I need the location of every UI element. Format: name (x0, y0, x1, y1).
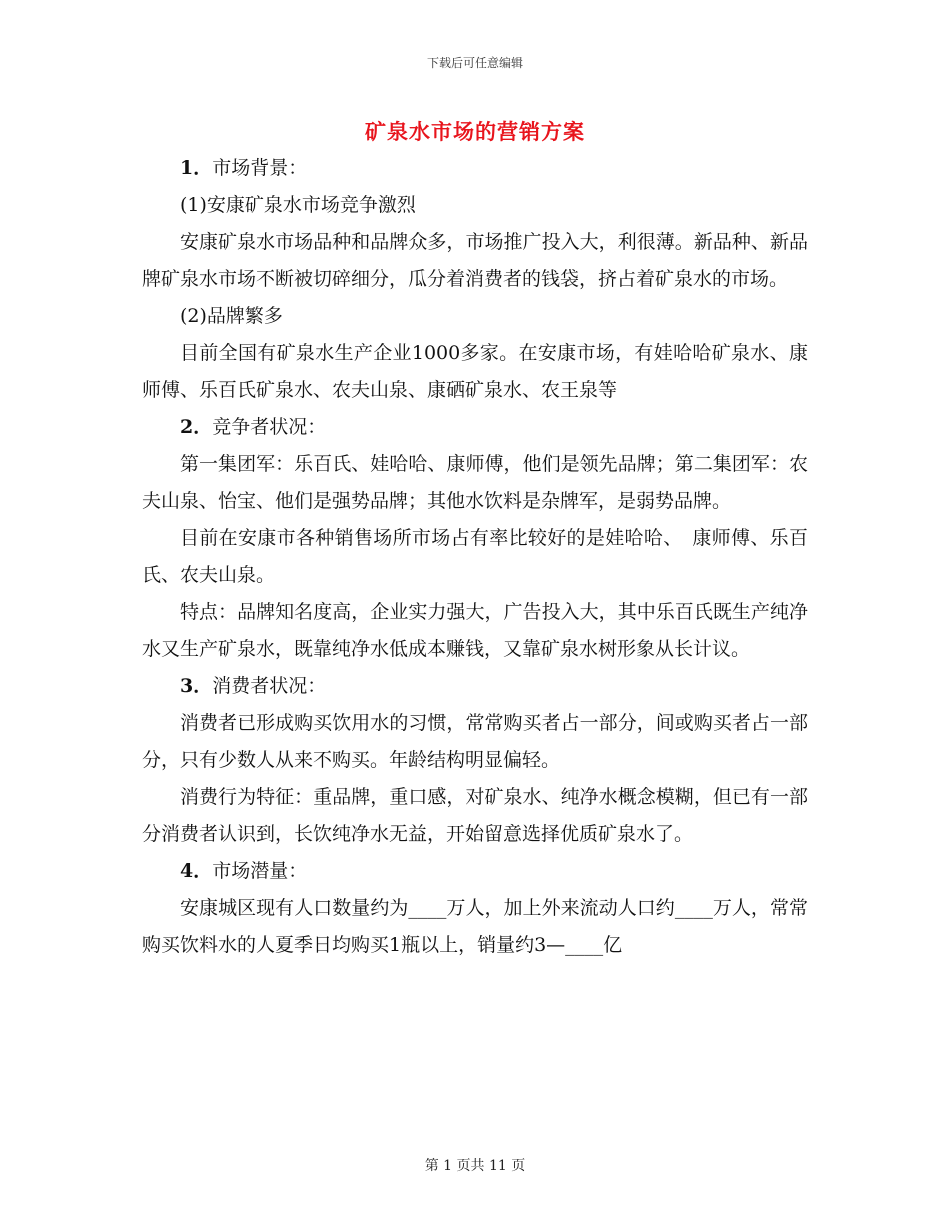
section-heading-text: 竞争者状况： (212, 416, 327, 438)
paragraph: 特点：品牌知名度高，企业实力强大，广告投入大，其中乐百氏既生产纯净水又生产矿泉水，既靠纯净水低成本赚钱，又靠矿泉水树形象从长计议。 (142, 601, 808, 660)
section-number: 2． (180, 416, 213, 438)
section-heading-4 (142, 853, 808, 890)
paragraph: 消费者已形成购买饮用水的习惯，常常购买者占一部分，间或购买者占一部分，只有少数人从来不购买。年龄结构明显偏轻。 (142, 712, 808, 771)
subsection-heading: (1)安康矿泉水市场竞争激烈 (180, 194, 416, 216)
paragraph: 目前全国有矿泉水生产企业1000多家。在安康市场，有娃哈哈矿泉水、康师傅、乐百氏矿泉水、农夫山泉、康硒矿泉水、农王泉等 (142, 342, 808, 401)
section-number: 3． (180, 675, 213, 697)
page-footer: 第 1 页共 11 页 (424, 1158, 526, 1174)
section-number: 4． (180, 860, 213, 882)
paragraph: 第一集团军：乐百氏、娃哈哈、康师傅，他们是领先品牌；第二集团军：农夫山泉、怡宝、他们是强势品牌；其他水饮料是杂牌军，是弱势品牌。 (142, 453, 808, 512)
document-title: 矿泉水市场的营销方案 (365, 119, 585, 144)
paragraph: 安康矿泉水市场品种和品牌众多，市场推广投入大，利很薄。新品种、新品牌矿泉水市场不断被切碎细分，瓜分着消费者的钱袋，挤占着矿泉水的市场。 (142, 231, 808, 290)
paragraph: 安康城区现有人口数量约为____万人，加上外来流动人口约____万人，常常购买饮料水的人夏季日均购买1瓶以上，销量约3—____亿 (142, 897, 808, 956)
section-heading-text: 市场潜量： (212, 860, 308, 882)
section-heading-3 (142, 668, 808, 705)
section-heading-text: 市场背景： (212, 157, 308, 179)
section-heading-1 (142, 150, 808, 187)
section-number: 1． (180, 157, 213, 179)
document-body (142, 150, 808, 964)
header-note: 下载后可任意编辑 (426, 56, 523, 70)
paragraph: 目前在安康市各种销售场所市场占有率比较好的是娃哈哈、 康师傅、乐百氏、农夫山泉。 (142, 527, 808, 586)
paragraph: 消费行为特征：重品牌，重口感，对矿泉水、纯净水概念模糊，但已有一部分消费者认识到，长饮纯净水无益，开始留意选择优质矿泉水了。 (142, 786, 808, 845)
section-heading-text: 消费者状况： (212, 675, 327, 697)
section-heading-2 (142, 409, 808, 446)
subsection-heading: (2)品牌繁多 (180, 305, 283, 327)
